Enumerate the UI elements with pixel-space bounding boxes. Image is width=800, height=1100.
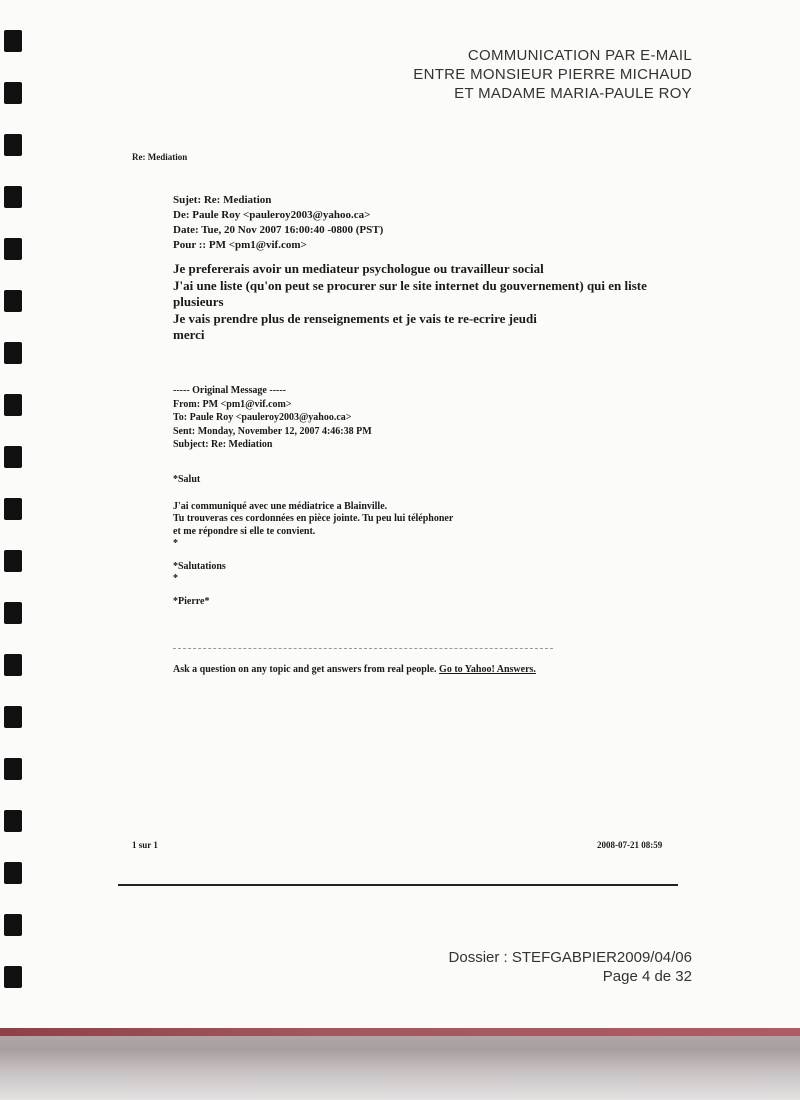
original-closing-star: * <box>173 573 178 584</box>
subject-row <box>173 193 383 208</box>
binding-mark <box>4 238 22 260</box>
to-value: PM <pm1@vif.com> <box>208 239 307 251</box>
binding-mark <box>4 810 22 832</box>
subject-label: Sujet: <box>173 194 202 206</box>
email-body <box>173 261 647 344</box>
binding-mark <box>4 862 22 884</box>
print-datetime: 2008-07-21 08:59 <box>597 840 663 850</box>
binding-mark <box>4 966 22 988</box>
body-line: Je prefererais avoir un mediateur psychologue ou travailleur social <box>173 261 544 276</box>
divider <box>173 648 553 649</box>
dossier-ref: Dossier : STEFGABPIER2009/04/06 <box>448 949 692 966</box>
date-label: Date: <box>173 224 199 236</box>
original-body-line: Tu trouveras ces cordonnées en pièce jointe. Tu peu lui téléphoner <box>173 513 454 524</box>
original-signature: *Pierre* <box>173 595 210 607</box>
binding-mark <box>4 186 22 208</box>
body-line: merci <box>173 327 205 342</box>
binding-marks <box>0 20 26 1040</box>
original-from: From: PM <pm1@vif.com> <box>173 398 292 410</box>
binding-mark <box>4 602 22 624</box>
original-message-header <box>173 384 372 452</box>
footer-rule <box>118 884 678 886</box>
document-header <box>413 46 692 103</box>
print-page-number: 1 sur 1 <box>132 840 158 850</box>
yahoo-answers-link[interactable]: Go to Yahoo! Answers. <box>439 664 536 675</box>
binding-mark <box>4 394 22 416</box>
original-subject: Subject: Re: Mediation <box>173 439 273 450</box>
original-separator: ----- Original Message ----- <box>173 385 287 396</box>
original-body-line: et me répondre si elle te convient. <box>173 525 316 537</box>
ad-text: Ask a question on any topic and get answers from real people. <box>173 664 437 675</box>
binding-mark <box>4 706 22 728</box>
binding-mark <box>4 290 22 312</box>
yahoo-ad <box>173 664 536 675</box>
original-sent: Sent: Monday, November 12, 2007 4:46:38 PM <box>173 425 372 437</box>
to-row <box>173 238 383 253</box>
email-header-fields <box>173 193 383 253</box>
binding-mark <box>4 654 22 676</box>
binding-mark <box>4 134 22 156</box>
original-body-line: * <box>173 538 178 549</box>
header-line: COMMUNICATION PAR E-MAIL <box>467 47 692 64</box>
from-label: De: <box>173 209 190 221</box>
original-greeting: *Salut <box>173 474 201 485</box>
to-label: Pour :: <box>173 239 207 251</box>
dossier-page: Page 4 de 32 <box>602 968 692 985</box>
date-value: Tue, 20 Nov 2007 16:00:40 -0800 (PST) <box>201 224 384 236</box>
binding-mark <box>4 30 22 52</box>
original-body-line: J'ai communiqué avec une médiatrice a Blainville. <box>173 500 388 512</box>
body-line: Je vais prendre plus de renseignements et je vais te re-ecrire jeudi <box>173 310 537 326</box>
subject-value: Re: Mediation <box>203 194 272 206</box>
body-line: J'ai une liste (qu'on peut se procurer sur le site internet du gouvernement) qui en liste <box>173 277 647 293</box>
page-bottom-edge <box>0 1028 800 1100</box>
original-closing: *Salutations <box>173 560 226 572</box>
body-line: plusieurs <box>173 294 224 309</box>
original-message-body <box>173 474 453 608</box>
from-row <box>173 208 383 223</box>
binding-mark <box>4 82 22 104</box>
binding-mark <box>4 342 22 364</box>
date-row <box>173 223 383 238</box>
from-value: Paule Roy <pauleroy2003@yahoo.ca> <box>192 209 371 221</box>
binding-mark <box>4 914 22 936</box>
binding-mark <box>4 498 22 520</box>
header-line: ENTRE MONSIEUR PIERRE MICHAUD <box>413 66 692 83</box>
header-line: ET MADAME MARIA-PAULE ROY <box>454 85 692 102</box>
binding-mark <box>4 758 22 780</box>
dossier-footer <box>449 948 692 986</box>
binding-mark <box>4 446 22 468</box>
original-to: To: Paule Roy <pauleroy2003@yahoo.ca> <box>173 412 352 423</box>
binding-mark <box>4 550 22 572</box>
print-page-title: Re: Mediation <box>132 152 188 162</box>
page-binding-edge <box>0 1028 800 1036</box>
